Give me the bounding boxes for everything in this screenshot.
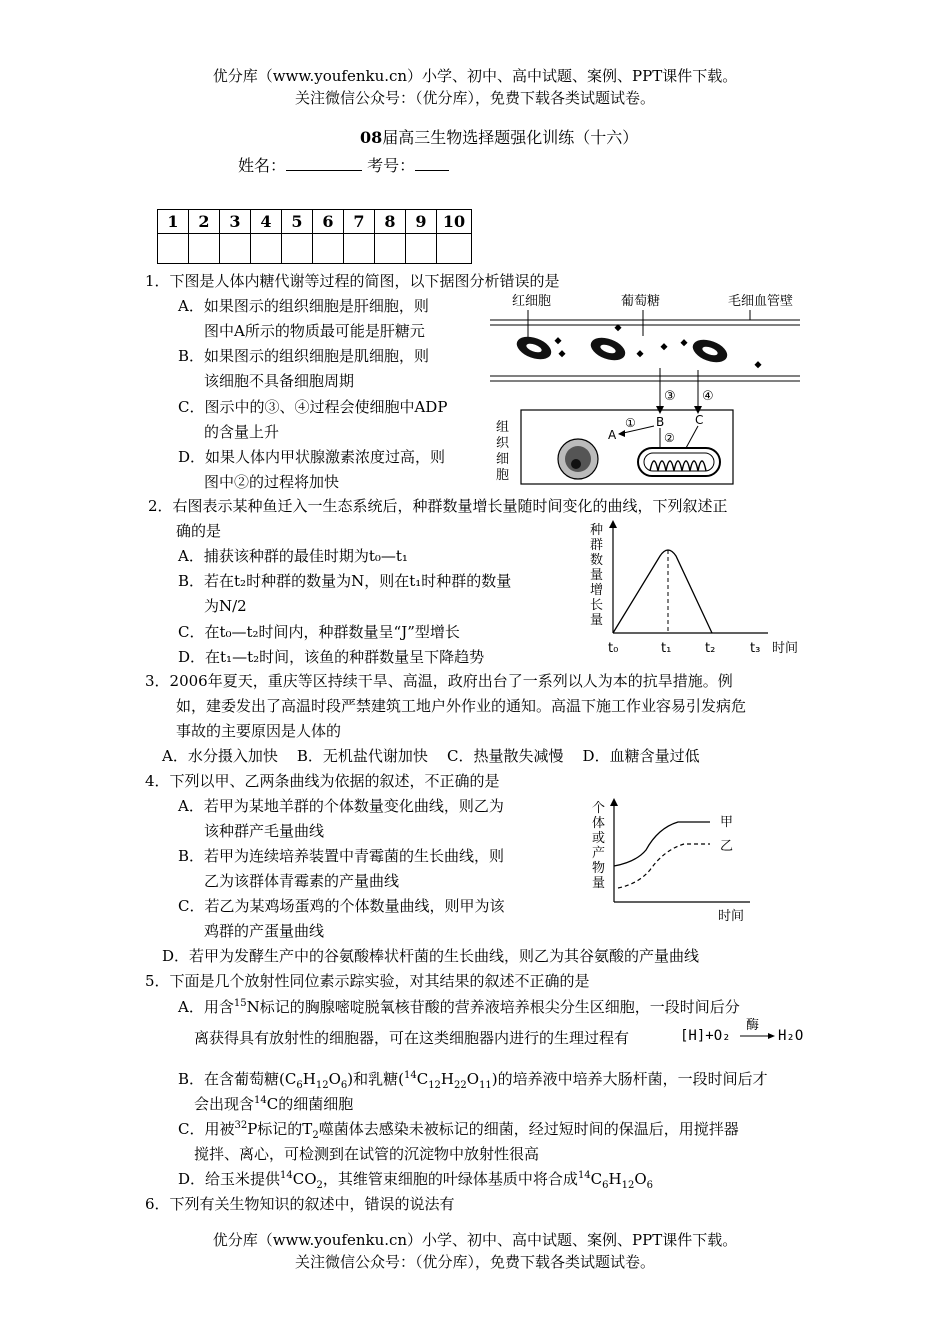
y-axis-char: 量 [592,876,606,891]
growth-increment-chart [588,518,814,660]
mitochondrion [638,448,720,476]
q2-stem-cont: 确的是 [176,522,222,540]
process-4-label: ④ [702,389,714,404]
student-info [238,154,449,176]
process-1-label: ① [625,416,636,430]
y-axis-char: 长 [590,598,604,613]
q4-option-d: D．若甲为发酵生产中的谷氨酸棒状杆菌的生长曲线，则乙为其谷氨酸的产量曲线 [162,947,700,965]
red-blood-cell [690,335,731,366]
equation-reactants: [H]+O₂ [680,1028,731,1044]
id-blank[interactable] [415,154,449,171]
y-axis-arrow [610,798,618,806]
capillary-wall-bottom [490,376,800,381]
answer-header: 4 [251,210,282,234]
q5-stem: 5．下面是几个放射性同位素示踪实验，对其结果的叙述不正确的是 [145,972,590,990]
jia-yi-curve-chart [590,796,770,926]
q1-option-d: D．如果人体内甲状腺激素浓度过高，则 [178,448,446,466]
q5-option-a: A．用含$^{15}$N标记的胸腺嘧啶脱氧核苷酸的营养液培养根尖分生区细胞，一段时间后分 [178,998,740,1016]
q4-option-c: C．若乙为某鸡场蛋鸡的个体数量曲线，则甲为该 [178,897,505,915]
q2-option-d: D．在t₁—t₂时间，该鱼的种群数量呈下降趋势 [178,648,485,666]
answer-cell[interactable] [158,234,189,264]
curve-yi-label: 乙 [720,839,734,854]
y-axis-char: 个 [592,801,606,816]
q2-option-b: B．若在t₂时种群的数量为N，则在t₁时种群的数量 [178,572,512,590]
molecule-a-label: A [608,428,617,442]
q3-stem-cont: 事故的主要原因是人体的 [176,722,342,740]
answer-table [157,209,472,264]
respiration-equation [680,1016,808,1046]
process-3-label: ③ [664,389,676,404]
q5-option-c: C．用被$^{32}$P标记的$T_2$噬菌体去感染未被标记的细菌，经过短时间的保温后，用搅拌器 [178,1120,739,1141]
header-line-1: 优分库（www.youfenku.cn）小学、初中、高中试题、案例、PPT课件下载。 [212,67,738,85]
x-axis-label: 时间 [718,909,745,924]
id-label: 考号： [367,156,416,175]
molecule-b-label: B [656,415,665,429]
q4-option-b: B．若甲为连续培养装置中青霉菌的生长曲线，则 [178,847,505,865]
y-axis-char: 增 [590,583,604,598]
name-blank[interactable] [286,154,362,171]
tick-t1: t₁ [661,641,672,656]
glucose-label: 葡萄糖 [621,294,661,309]
q5-option-b: B．在含葡萄糖$(C_6H_{12}O_6)$和乳糖$(^{14}C_{12}H_{22}O_{11})$的培养液中培养大肠杆菌，一段时间后才 [178,1070,768,1091]
equation-product: H₂O [778,1028,804,1044]
answer-table-header-row [158,210,472,234]
title-text: 届高三生物选择题强化训练（十六） [382,128,639,147]
capillary-wall-top [490,320,800,325]
answer-header: 6 [313,210,344,234]
answer-cell[interactable] [313,234,344,264]
answer-header: 7 [344,210,375,234]
y-axis-char: 量 [590,568,604,583]
answer-cell[interactable] [437,234,472,264]
q5-option-d: D．给玉米提供$^{14}CO_2$，其维管束细胞的叶绿体基质中将合成$^{14}C_6H_{12}O_6$ [178,1170,654,1191]
c-pointer [686,426,698,448]
q1-stem: 1．下图是人体内糖代谢等过程的简图，以下据图分析错误的是 [145,272,560,290]
answer-cell[interactable] [220,234,251,264]
q4-option-a-cont: 该种群产毛量曲线 [204,822,325,840]
answer-header: 8 [375,210,406,234]
answer-header: 9 [406,210,437,234]
q2-option-c: C．在t₀—t₂时间内，种群数量呈“J”型增长 [178,623,460,641]
red-blood-cell [514,332,555,363]
answer-header: 10 [437,210,472,234]
q2-option-a: A．捕获该种群的最佳时期为t₀—t₁ [178,547,408,565]
process-2-label: ② [664,431,675,445]
enzyme-label: 酶 [746,1018,760,1033]
answer-cell[interactable] [406,234,437,264]
rbc-label: 红细胞 [512,294,552,309]
y-axis-char: 数 [590,553,604,568]
q1-option-b: B．如果图示的组织细胞是肌细胞，则 [178,347,430,365]
tick-t2: t₂ [705,641,716,656]
q1-option-c-cont: 的含量上升 [204,423,280,441]
q1-option-a: A．如果图示的组织细胞是肝细胞，则 [178,297,429,315]
y-axis-char: 体 [592,816,606,831]
y-axis-char: 物 [592,861,606,876]
q1-option-d-cont: 图中②的过程将加快 [204,473,340,491]
answer-header: 3 [220,210,251,234]
q4-option-a: A．若甲为某地羊群的个体数量变化曲线，则乙为 [178,797,504,815]
q5-option-a-cont: 离获得具有放射性的细胞器，可在这类细胞器内进行的生理过程有 [194,1029,630,1047]
tissue-cell-char: 组 [496,420,510,435]
q4-option-c-cont: 鸡群的产蛋量曲线 [204,922,325,940]
answer-table-input-row [158,234,472,264]
y-axis-char: 产 [592,846,606,861]
q1-option-b-cont: 该细胞不具备细胞周期 [204,372,355,390]
q2-option-b-cont: 为N/2 [204,597,247,615]
reaction-arrow-icon [740,1031,776,1041]
name-label: 姓名： [238,156,287,175]
y-axis-char: 种 [590,523,604,538]
header-line-2: 关注微信公众号：（优分库），免费下载各类试题试卷。 [294,89,655,107]
page-title [360,128,638,148]
q5-option-c-cont: 搅拌、离心，可检测到在试管的沉淀物中放射性很高 [194,1145,540,1163]
curve-jia-label: 甲 [720,815,734,830]
x-axis-label: 时间 [772,641,799,656]
answer-cell[interactable] [282,234,313,264]
glucose-molecules [554,324,761,368]
q2-stem: 2．右图表示某种鱼迁入一生态系统后，种群数量增长量随时间变化的曲线，下列叙述正 [148,497,728,515]
q3-stem-cont: 如，建委发出了高温时段严禁建筑工地户外作业的通知。高温下施工作业容易引发病危 [176,697,747,715]
answer-header: 2 [189,210,220,234]
increment-curve [613,550,712,633]
arrow-1-head [618,430,625,437]
answer-header: 5 [282,210,313,234]
tissue-cell-char: 织 [496,436,510,451]
tissue-cell-char: 胞 [496,468,510,483]
y-axis-char: 群 [590,538,604,553]
tick-t0: t₀ [608,641,619,656]
answer-cell[interactable] [251,234,282,264]
answer-cell[interactable] [189,234,220,264]
cell-nucleus [558,439,598,479]
capillary-label: 毛细血管壁 [728,294,794,309]
q4-option-b-cont: 乙为该群体青霉素的产量曲线 [204,872,400,890]
q5-option-b-cont: 会出现含$^{14}$C的细菌细胞 [194,1095,354,1113]
q3-options: A．水分摄入加快 B．无机盐代谢加快 C．热量散失减慢 D．血糖含量过低 [162,747,700,765]
q6-stem: 6．下列有关生物知识的叙述中，错误的说法有 [145,1195,455,1213]
molecule-c-label: C [695,413,704,427]
curve-yi [618,844,710,888]
answer-cell[interactable] [375,234,406,264]
tissue-cell-char: 细 [496,452,510,467]
answer-header: 1 [158,210,189,234]
y-axis-char: 或 [592,831,606,846]
footer-line-1: 优分库（www.youfenku.cn）小学、初中、高中试题、案例、PPT课件下载。 [212,1231,738,1249]
red-blood-cell [588,333,629,364]
title-year: 08 [360,128,383,147]
y-axis-arrow [609,520,617,528]
metabolism-diagram [488,288,806,488]
q4-stem: 4．下列以甲、乙两条曲线为依据的叙述，不正确的是 [145,772,500,790]
q1-option-c: C．图示中的③、④过程会使细胞中ADP [178,398,448,416]
answer-cell[interactable] [344,234,375,264]
y-axis-char: 量 [590,613,604,628]
footer-line-2: 关注微信公众号：（优分库），免费下载各类试题试卷。 [294,1253,655,1271]
q3-stem: 3．2006年夏天，重庆等区持续干旱、高温，政府出台了一系列以人为本的抗旱措施。例 [145,672,733,690]
q1-option-a-cont: 图中A所示的物质最可能是肝糖元 [204,322,425,340]
tick-t3: t₃ [750,641,761,656]
